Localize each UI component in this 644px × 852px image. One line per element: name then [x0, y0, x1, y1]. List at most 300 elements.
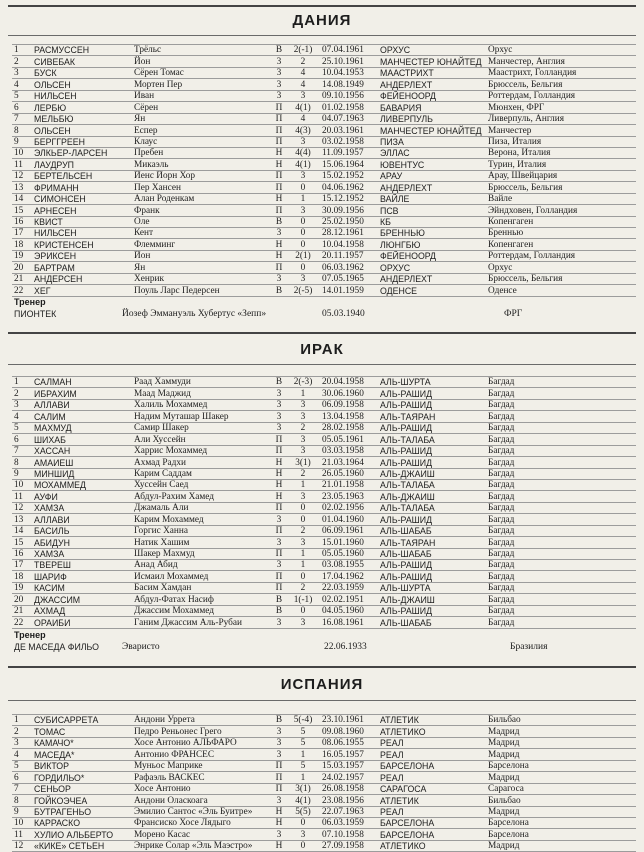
player-club: САРАГОСА: [378, 783, 486, 794]
player-row: [12, 457, 636, 468]
player-surname: ГОРДИЛЬО*: [32, 772, 132, 783]
player-row: [12, 125, 636, 136]
player-row: [12, 79, 636, 90]
player-position: Н: [272, 159, 286, 170]
player-caps: 0: [286, 817, 320, 828]
player-city: Багдад: [486, 457, 636, 468]
player-row: [12, 388, 636, 399]
player-number: 15: [12, 205, 32, 216]
player-birth-date: 25.10.1961: [320, 56, 378, 67]
player-number: 5: [12, 760, 32, 771]
player-club: ЛИВЕРПУЛЬ: [378, 113, 486, 124]
player-city: Брюссель, Бельгия: [486, 182, 636, 193]
player-number: 13: [12, 182, 32, 193]
player-city: Багдад: [486, 491, 636, 502]
player-position: 3: [272, 56, 286, 67]
player-given-name: Самир Шакер: [132, 422, 272, 433]
player-given-name: Исмаил Мохаммед: [132, 571, 272, 582]
player-birth-date: 21.03.1964: [320, 457, 378, 468]
player-position: Н: [272, 479, 286, 490]
player-given-name: Франк: [132, 205, 272, 216]
section-divider: [8, 35, 636, 36]
player-given-name: Франсиско Хосе Лядыго: [132, 817, 272, 828]
player-caps: 4: [286, 79, 320, 90]
player-given-name: Андони Уррета: [132, 715, 272, 726]
player-birth-date: 23.05.1963: [320, 491, 378, 502]
player-given-name: Джассим Мохаммед: [132, 605, 272, 616]
player-city: Копенгаген: [486, 216, 636, 227]
player-club: АЛЬ-ДЖАИШ: [378, 594, 486, 605]
player-position: П: [272, 783, 286, 794]
player-number: 5: [12, 422, 32, 433]
player-row: [12, 113, 636, 124]
player-caps: 3: [286, 411, 320, 422]
player-position: 3: [272, 388, 286, 399]
player-club: АЛЬ-РАШИД: [378, 605, 486, 616]
player-given-name: Муньос Маприке: [132, 760, 272, 771]
player-position: В: [272, 377, 286, 388]
player-birth-date: 07.05.1965: [320, 273, 378, 284]
player-club: АЛЬ-ТАЛАБА: [378, 502, 486, 513]
player-number: 7: [12, 445, 32, 456]
player-surname: СИМОНСЕН: [32, 193, 132, 204]
player-caps: 4(1): [286, 102, 320, 113]
player-row: [12, 829, 636, 840]
player-number: 1: [12, 715, 32, 726]
player-number: 21: [12, 273, 32, 284]
player-given-name: Раад Хаммуди: [132, 377, 272, 388]
player-club: АТЛЕТИК: [378, 795, 486, 806]
player-surname: ЭЛКЬЕР-ЛАРСЕН: [32, 147, 132, 158]
player-caps: 3: [286, 90, 320, 101]
player-position: Н: [272, 491, 286, 502]
player-position: 3: [272, 228, 286, 239]
player-caps: 1: [286, 548, 320, 559]
player-number: 20: [12, 594, 32, 605]
player-number: 21: [12, 605, 32, 616]
player-row: [12, 422, 636, 433]
player-birth-date: 20.03.1961: [320, 125, 378, 136]
player-surname: ВИКТОР: [32, 760, 132, 771]
player-city: Багдад: [486, 434, 636, 445]
player-number: 16: [12, 548, 32, 559]
player-given-name: Андони Оласкоага: [132, 795, 272, 806]
player-row: [12, 502, 636, 513]
player-caps: 0: [286, 262, 320, 273]
roster-table-iraq: [12, 376, 636, 629]
player-position: 3: [272, 67, 286, 78]
player-given-name: Педро Реньонес Грего: [132, 726, 272, 737]
player-position: П: [272, 182, 286, 193]
player-caps: 2: [286, 525, 320, 536]
player-caps: 5: [286, 726, 320, 737]
player-city: Пиза, Италия: [486, 136, 636, 147]
player-birth-date: 07.04.1961: [320, 45, 378, 56]
player-birth-date: 26.08.1958: [320, 783, 378, 794]
player-given-name: Басим Хамдан: [132, 582, 272, 593]
player-given-name: Иван: [132, 90, 272, 101]
player-surname: МОХАММЕД: [32, 479, 132, 490]
player-city: Багдад: [486, 548, 636, 559]
player-given-name: Сёрен: [132, 102, 272, 113]
player-birth-date: 20.11.1957: [320, 250, 378, 261]
player-number: 20: [12, 262, 32, 273]
player-city: Багдад: [486, 468, 636, 479]
player-birth-date: 22.03.1959: [320, 582, 378, 593]
player-row: [12, 147, 636, 158]
player-given-name: Ахмад Радхи: [132, 457, 272, 468]
player-surname: БЕРТЕЛЬСЕН: [32, 170, 132, 181]
player-caps: 3(1): [286, 783, 320, 794]
player-birth-date: 30.06.1960: [320, 388, 378, 399]
player-row: [12, 479, 636, 490]
player-birth-date: 04.07.1963: [320, 113, 378, 124]
player-given-name: Поуль Ларс Педерсен: [132, 285, 272, 296]
player-row: [12, 170, 636, 181]
player-surname: АБИДУН: [32, 537, 132, 548]
player-surname: ТВЕРЕШ: [32, 560, 132, 571]
player-surname: БУСК: [32, 67, 132, 78]
player-birth-date: 15.01.1960: [320, 537, 378, 548]
player-birth-date: 16.05.1957: [320, 749, 378, 760]
player-caps: 0: [286, 502, 320, 513]
player-club: АЛЬ-РАШИД: [378, 422, 486, 433]
player-row: [12, 749, 636, 760]
player-club: АТЛЕТИКО: [378, 726, 486, 737]
player-position: П: [272, 571, 286, 582]
player-birth-date: 02.02.1951: [320, 594, 378, 605]
player-given-name: Карим Мохаммед: [132, 514, 272, 525]
player-number: 10: [12, 817, 32, 828]
player-caps: 5(-4): [286, 715, 320, 726]
player-given-name: Флемминг: [132, 239, 272, 250]
player-club: БАРСЕЛОНА: [378, 760, 486, 771]
player-position: П: [272, 760, 286, 771]
player-position: 3: [272, 617, 286, 628]
player-given-name: Кент: [132, 228, 272, 239]
player-row: [12, 737, 636, 748]
player-position: 3: [272, 273, 286, 284]
player-caps: 3: [286, 445, 320, 456]
player-city: Манчестер: [486, 125, 636, 136]
player-caps: 5: [286, 760, 320, 771]
player-surname: «КИКЕ» СЕТЬЕН: [32, 840, 132, 851]
player-birth-date: 27.09.1958: [320, 840, 378, 851]
player-city: Багдад: [486, 537, 636, 548]
player-given-name: Надим Муташар Шакер: [132, 411, 272, 422]
player-city: Багдад: [486, 514, 636, 525]
player-club: АНДЕРЛЕХТ: [378, 182, 486, 193]
player-row: [12, 582, 636, 593]
player-number: 4: [12, 749, 32, 760]
player-city: Барселона: [486, 817, 636, 828]
player-number: 6: [12, 772, 32, 783]
coach-row-iraq: [14, 642, 634, 653]
player-caps: 3(1): [286, 457, 320, 468]
player-caps: 0: [286, 228, 320, 239]
player-position: Н: [272, 193, 286, 204]
player-city: Багдад: [486, 525, 636, 536]
player-caps: 1: [286, 772, 320, 783]
player-row: [12, 817, 636, 828]
player-position: Н: [272, 250, 286, 261]
player-caps: 1: [286, 749, 320, 760]
player-club: ОДЕНСЕ: [378, 285, 486, 296]
player-club: БРЕННЬЮ: [378, 228, 486, 239]
player-birth-date: 06.09.1958: [320, 399, 378, 410]
player-caps: 3: [286, 537, 320, 548]
player-city: Багдад: [486, 388, 636, 399]
player-given-name: Карим Саддам: [132, 468, 272, 479]
player-caps: 3: [286, 491, 320, 502]
player-city: Сарагоса: [486, 783, 636, 794]
player-surname: БЕРГГРЕЕН: [32, 136, 132, 147]
player-row: [12, 193, 636, 204]
player-caps: 1: [286, 388, 320, 399]
player-caps: 2(-5): [286, 285, 320, 296]
player-position: П: [272, 445, 286, 456]
player-caps: 2: [286, 56, 320, 67]
player-number: 11: [12, 491, 32, 502]
player-position: В: [272, 715, 286, 726]
player-birth-date: 14.01.1959: [320, 285, 378, 296]
player-position: 3: [272, 514, 286, 525]
player-surname: СУБИСАРРЕТА: [32, 715, 132, 726]
player-surname: АЛЛАВИ: [32, 399, 132, 410]
player-city: Оденсе: [486, 285, 636, 296]
player-given-name: Энрике Солар «Эль Маэстро»: [132, 840, 272, 851]
player-surname: АМАИЕШ: [32, 457, 132, 468]
coach-birth-date: 22.06.1933: [324, 642, 367, 652]
player-city: Мадрид: [486, 749, 636, 760]
player-birth-date: 26.05.1960: [320, 468, 378, 479]
player-position: П: [272, 136, 286, 147]
player-birth-date: 15.02.1952: [320, 170, 378, 181]
player-city: Орхус: [486, 45, 636, 56]
player-birth-date: 30.09.1956: [320, 205, 378, 216]
player-number: 12: [12, 840, 32, 851]
player-surname: МИНШИД: [32, 468, 132, 479]
player-row: [12, 548, 636, 559]
player-club: РЕАЛ: [378, 806, 486, 817]
player-surname: ХЕГ: [32, 285, 132, 296]
player-birth-date: 06.03.1959: [320, 817, 378, 828]
player-row: [12, 525, 636, 536]
player-given-name: Йон: [132, 250, 272, 261]
player-club: АЛЬ-ШАБАБ: [378, 617, 486, 628]
player-club: АЛЬ-ТАЯРАН: [378, 411, 486, 422]
player-given-name: Йенс Йорн Хор: [132, 170, 272, 181]
player-city: Багдад: [486, 605, 636, 616]
section-divider: [8, 332, 636, 334]
player-club: АЛЬ-РАШИД: [378, 514, 486, 525]
player-number: 8: [12, 125, 32, 136]
player-city: Брюссель, Бельгия: [486, 273, 636, 284]
player-row: [12, 56, 636, 67]
player-position: П: [272, 582, 286, 593]
player-position: В: [272, 216, 286, 227]
player-birth-date: 10.04.1953: [320, 67, 378, 78]
player-row: [12, 468, 636, 479]
player-given-name: Халиль Мохаммед: [132, 399, 272, 410]
player-row: [12, 45, 636, 56]
player-given-name: Ян: [132, 262, 272, 273]
player-birth-date: 25.02.1950: [320, 216, 378, 227]
player-club: РЕАЛ: [378, 772, 486, 783]
player-given-name: Ганим Джассим Аль-Рубаи: [132, 617, 272, 628]
player-row: [12, 514, 636, 525]
player-number: 14: [12, 193, 32, 204]
player-club: ФЕЙЕНООРД: [378, 250, 486, 261]
player-city: Бреннью: [486, 228, 636, 239]
player-surname: КВИСТ: [32, 216, 132, 227]
player-city: Мадрид: [486, 726, 636, 737]
player-birth-date: 03.02.1958: [320, 136, 378, 147]
player-surname: ХУЛИО АЛЬБЕРТО: [32, 829, 132, 840]
player-surname: ЛАУДРУП: [32, 159, 132, 170]
player-surname: ИБРАХИМ: [32, 388, 132, 399]
player-club: АЛЬ-ШАБАБ: [378, 525, 486, 536]
player-number: 19: [12, 250, 32, 261]
player-club: ФЕЙЕНООРД: [378, 90, 486, 101]
player-number: 1: [12, 45, 32, 56]
player-number: 3: [12, 399, 32, 410]
player-number: 6: [12, 102, 32, 113]
player-row: [12, 617, 636, 628]
player-position: Н: [272, 239, 286, 250]
player-surname: СЕНЬОР: [32, 783, 132, 794]
player-surname: САЛИМ: [32, 411, 132, 422]
player-caps: 0: [286, 216, 320, 227]
player-surname: ХАМЗА: [32, 548, 132, 559]
player-caps: 0: [286, 840, 320, 851]
player-caps: 2(-3): [286, 377, 320, 388]
player-surname: ЭРИКСЕН: [32, 250, 132, 261]
player-given-name: Хенрик: [132, 273, 272, 284]
player-birth-date: 15.03.1957: [320, 760, 378, 771]
coach-surname: ДЕ МАСЕДА ФИЛЬО: [14, 642, 99, 652]
player-caps: 1: [286, 193, 320, 204]
player-number: 7: [12, 783, 32, 794]
player-club: БАРСЕЛОНА: [378, 817, 486, 828]
player-surname: СИВЕБАК: [32, 56, 132, 67]
player-caps: 0: [286, 182, 320, 193]
player-position: 3: [272, 79, 286, 90]
player-position: П: [272, 262, 286, 273]
player-birth-date: 07.10.1958: [320, 829, 378, 840]
player-number: 9: [12, 136, 32, 147]
player-surname: ОРАИБИ: [32, 617, 132, 628]
player-caps: 1(-1): [286, 594, 320, 605]
player-position: П: [272, 125, 286, 136]
player-caps: 3: [286, 205, 320, 216]
player-position: П: [272, 170, 286, 181]
coach-row-denmark: [14, 309, 634, 320]
player-number: 12: [12, 502, 32, 513]
player-surname: БАРТРАМ: [32, 262, 132, 273]
player-given-name: Натик Хашим: [132, 537, 272, 548]
player-given-name: Анад Абид: [132, 560, 272, 571]
player-surname: РАСМУССЕН: [32, 45, 132, 56]
player-birth-date: 03.08.1955: [320, 560, 378, 571]
player-city: Бильбао: [486, 795, 636, 806]
player-row: [12, 273, 636, 284]
player-surname: ОЛЬСЕН: [32, 79, 132, 90]
player-birth-date: 20.04.1958: [320, 377, 378, 388]
player-surname: МАХМУД: [32, 422, 132, 433]
player-given-name: Хуссейн Саед: [132, 479, 272, 490]
player-position: 3: [272, 411, 286, 422]
player-surname: ОЛЬСЕН: [32, 125, 132, 136]
player-surname: ДЖАССИМ: [32, 594, 132, 605]
player-number: 3: [12, 737, 32, 748]
player-row: [12, 102, 636, 113]
player-position: П: [272, 525, 286, 536]
player-surname: АЛЛАВИ: [32, 514, 132, 525]
player-birth-date: 09.10.1956: [320, 90, 378, 101]
player-surname: НИЛЬСЕН: [32, 228, 132, 239]
player-row: [12, 159, 636, 170]
player-position: В: [272, 45, 286, 56]
player-position: П: [272, 548, 286, 559]
player-club: АЛЬ-РАШИД: [378, 560, 486, 571]
player-position: 3: [272, 90, 286, 101]
player-number: 18: [12, 239, 32, 250]
player-given-name: Трёльс: [132, 45, 272, 56]
player-birth-date: 28.02.1958: [320, 422, 378, 433]
player-row: [12, 605, 636, 616]
player-row: [12, 783, 636, 794]
player-position: 3: [272, 726, 286, 737]
player-row: [12, 772, 636, 783]
player-city: Багдад: [486, 582, 636, 593]
player-surname: ТОМАС: [32, 726, 132, 737]
player-given-name: Маад Маджид: [132, 388, 272, 399]
player-given-name: Горгис Ханна: [132, 525, 272, 536]
player-birth-date: 04.06.1962: [320, 182, 378, 193]
player-city: Эйндховен, Голландия: [486, 205, 636, 216]
player-club: ВАЙЛЕ: [378, 193, 486, 204]
player-birth-date: 17.04.1962: [320, 571, 378, 582]
player-club: АТЛЕТИК: [378, 715, 486, 726]
player-birth-date: 14.08.1949: [320, 79, 378, 90]
player-club: ОРХУС: [378, 262, 486, 273]
player-surname: КАРРАСКО: [32, 817, 132, 828]
player-club: АЛЬ-ШУРТА: [378, 582, 486, 593]
player-surname: КРИСТЕНСЕН: [32, 239, 132, 250]
player-city: Барселона: [486, 829, 636, 840]
player-given-name: Рафаэль ВАСКЕС: [132, 772, 272, 783]
player-number: 2: [12, 56, 32, 67]
player-club: АЛЬ-ТАЛАБА: [378, 479, 486, 490]
player-caps: 2(-1): [286, 45, 320, 56]
player-row: [12, 795, 636, 806]
player-given-name: Йон: [132, 56, 272, 67]
player-club: АЛЬ-ШУРТА: [378, 377, 486, 388]
player-club: АРАУ: [378, 170, 486, 181]
player-surname: МЕЛЬБЮ: [32, 113, 132, 124]
player-position: Н: [272, 147, 286, 158]
player-given-name: Клаус: [132, 136, 272, 147]
player-city: Арау, Швейцария: [486, 170, 636, 181]
player-city: Багдад: [486, 445, 636, 456]
player-city: Орхус: [486, 262, 636, 273]
player-surname: БАСИЛЬ: [32, 525, 132, 536]
player-number: 14: [12, 525, 32, 536]
player-birth-date: 05.05.1960: [320, 548, 378, 559]
coach-given-name: Эваристо: [122, 642, 160, 652]
player-position: П: [272, 102, 286, 113]
